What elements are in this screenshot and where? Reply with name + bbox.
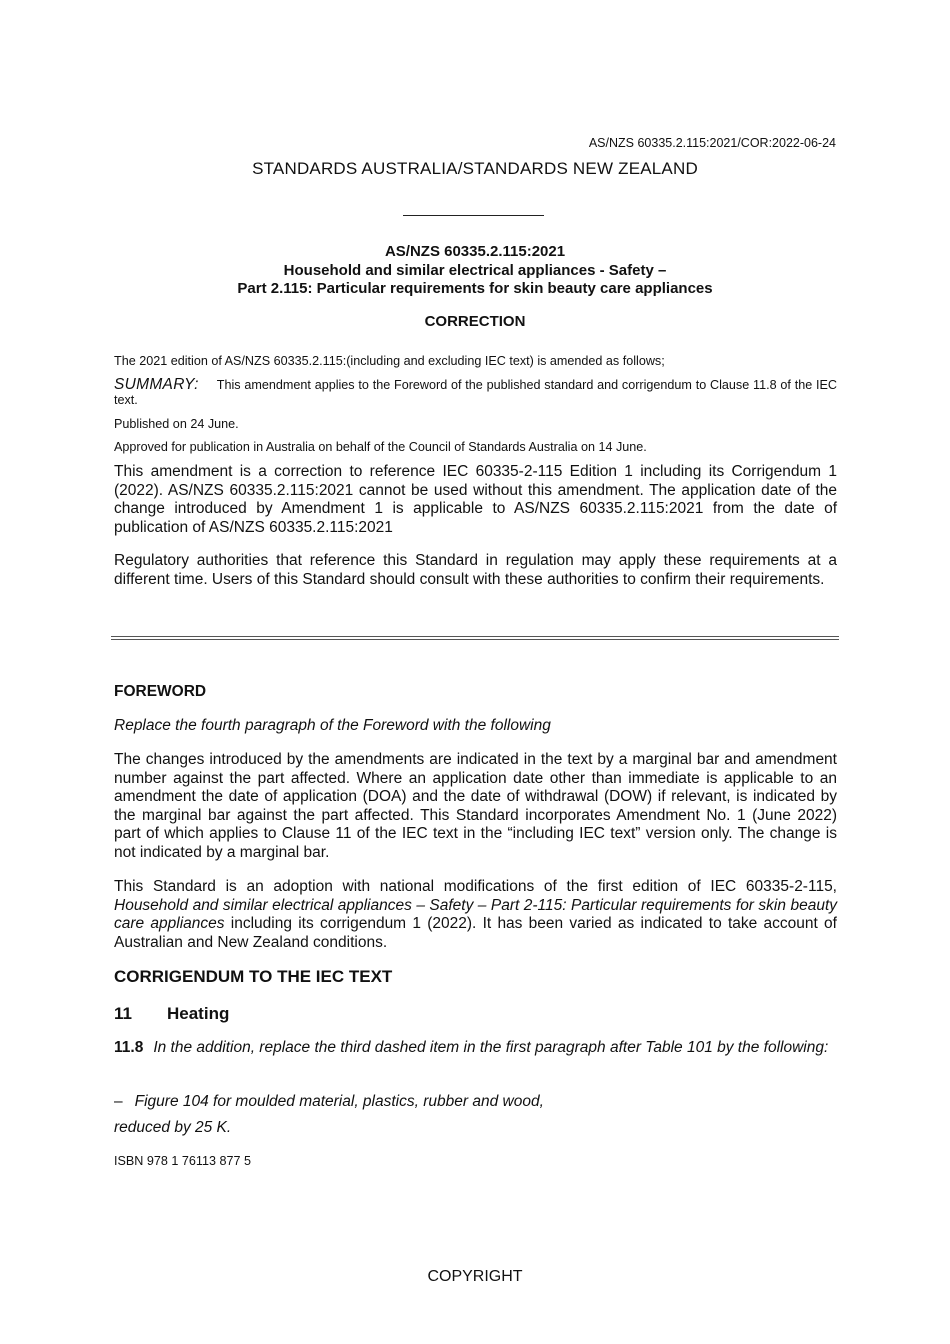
amendment-paragraph: This amendment is a correction to reference IEC 60335-2-115 Edition 1 including its Corrigendum 1 (2022). AS/NZS 60335.2.115:2021 cannot be used without this amendment. The application date of the change introduced by Amendment 1 is applicable to AS/NZS 60335.2.115:2021 from the date of publication of AS/NZS 60335.2.115:2021	[114, 463, 837, 536]
subclause-number: 11.8	[114, 1039, 144, 1056]
summary-text: This amendment applies to the Foreword of the published standard and corrigendum to Clause 11.8 of the IEC text.	[114, 378, 837, 407]
foreword-paragraph-2	[114, 878, 837, 952]
title-line-3: Part 2.115: Particular requirements for skin beauty care appliances	[237, 280, 713, 297]
section-divider	[111, 636, 839, 640]
foreword-p2-start: This Standard is an adoption with national modifications of the first edition of IEC 60335-2-115,	[114, 878, 837, 895]
regulatory-paragraph: Regulatory authorities that reference this Standard in regulation may apply these requirements at a different time. Users of this Standard should consult with these authorities to confirm their requirements.	[114, 552, 837, 588]
edition-note: The 2021 edition of AS/NZS 60335.2.115:(including and excluding IEC text) is amended as follows;	[114, 354, 665, 368]
organization-name: STANDARDS AUSTRALIA/STANDARDS NEW ZEALAND	[252, 159, 698, 178]
dashed-item-continuation: reduced by 25 K.	[114, 1119, 232, 1136]
subclause-text: In the addition, replace the third dashed item in the first paragraph after Table 101 by the following:	[153, 1039, 829, 1056]
dash-marker: –	[114, 1093, 123, 1110]
dashed-item-text: Figure 104 for moulded material, plastics, rubber and wood,	[134, 1093, 544, 1110]
copyright-footer: COPYRIGHT	[427, 1268, 523, 1285]
clause-title: Heating	[167, 1004, 230, 1023]
standard-number: AS/NZS 60335.2.115:2021	[384, 243, 566, 260]
dashed-item	[114, 1093, 837, 1112]
title-line-2: Household and similar electrical appliances - Safety –	[283, 261, 667, 279]
foreword-instruction: Replace the fourth paragraph of the Foreword with the following	[114, 717, 551, 734]
foreword-p2-end: including its corrigendum 1 (2022). It has been varied as indicated to take account of Australian and New Zealand conditions.	[114, 915, 837, 951]
document-reference: AS/NZS 60335.2.115:2021/COR:2022-06-24	[588, 136, 836, 150]
title-block	[0, 243, 950, 299]
subclause-paragraph	[114, 1039, 837, 1058]
approved-note: Approved for publication in Australia on behalf of the Council of Standards Australia on 14 June.	[114, 440, 647, 454]
foreword-paragraph-1: The changes introduced by the amendments are indicated in the text by a marginal bar and amendment number against the part affected. Where an application date other than immediate is applicable to an amendment the date of application (DOA) and the date of withdrawal (DOW) if relevant, is indicated by the marginal bar against the part affected. This Standard incorporates Amendment No. 1 (June 2022) part of which applies to Clause 11 of the IEC text in the “including IEC text” version only. The change is not indicated by a marginal bar.	[114, 751, 837, 861]
published-note: Published on 24 June.	[114, 417, 239, 431]
correction-heading: CORRECTION	[424, 313, 526, 330]
iec-standard-title: Household and similar electrical appliances – Safety – Part 2-115: Particular requirements for skin beauty care appliances	[114, 896, 837, 932]
summary-label: SUMMARY:	[114, 376, 199, 393]
clause-heading	[114, 1004, 837, 1024]
title-divider	[403, 215, 544, 216]
corrigendum-heading: CORRIGENDUM TO THE IEC TEXT	[114, 967, 393, 986]
isbn: ISBN 978 1 76113 877 5	[114, 1154, 252, 1168]
summary	[114, 377, 837, 408]
foreword-heading: FOREWORD	[114, 683, 207, 700]
clause-number: 11	[114, 1004, 132, 1023]
